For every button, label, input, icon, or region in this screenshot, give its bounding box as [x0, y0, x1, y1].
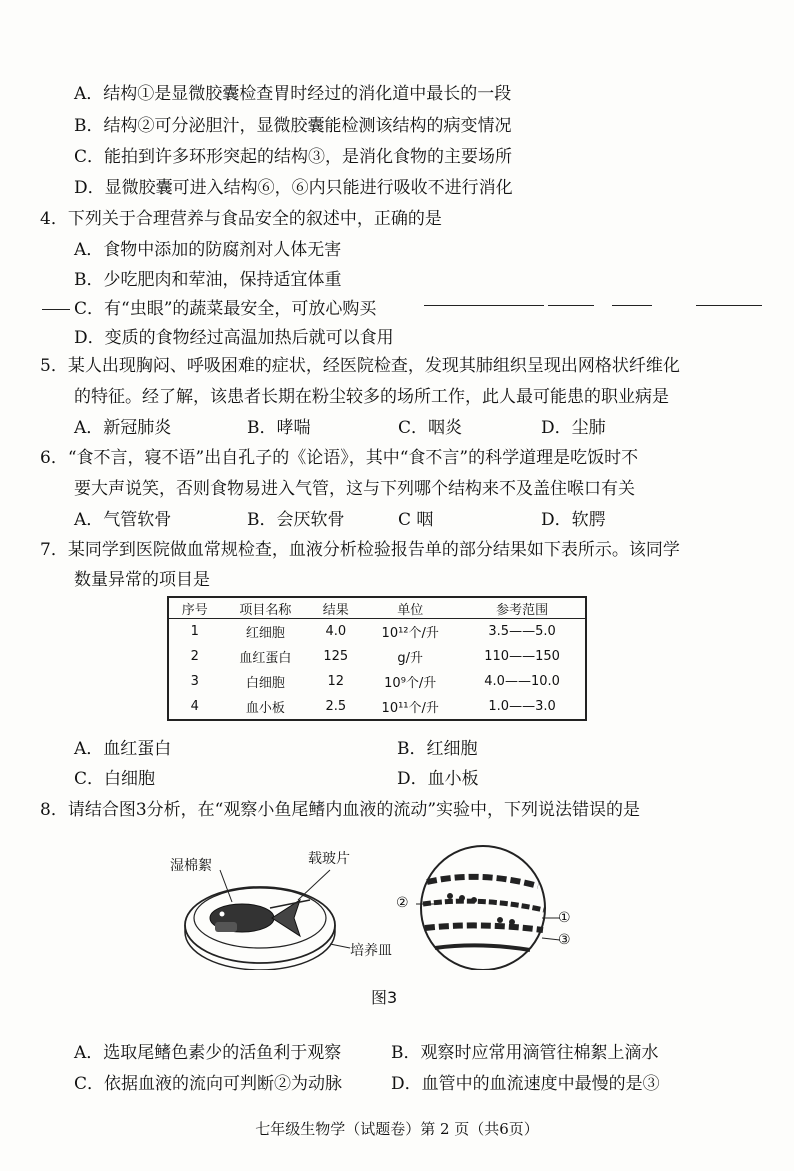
- table-row: [168, 619, 586, 645]
- table-cell: 3: [190, 674, 199, 689]
- table-row: [168, 669, 586, 694]
- q4-option-d: D．变质的食物经过高温加热后就可以食用: [74, 328, 394, 348]
- table-header: 项目名称: [220, 597, 310, 619]
- q4-option-c: C．有“虫眼”的蔬菜最安全，可放心购买: [74, 299, 377, 319]
- q5-stem-line2: 的特征。经了解，该患者长期在粉尘较多的场所工作，此人最可能患的职业病是: [74, 387, 669, 407]
- table-header: 结果: [310, 597, 361, 619]
- q5-option-c: C．咽炎: [398, 418, 463, 438]
- q6-stem-line2: 要大声说笑，否则食物易进入气管，这与下列哪个结构来不及盖住喉口有关: [74, 479, 635, 499]
- q4-option-a: A．食物中添加的防腐剂对人体无害: [74, 240, 342, 260]
- table-header: 参考范围: [459, 597, 586, 619]
- table-cell: 白细胞: [245, 676, 285, 691]
- table-cell: 红细胞: [245, 626, 285, 641]
- table-cell: 10⁹个/升: [384, 676, 437, 691]
- q5-stem-line1: 5．某人出现胸闷、呼吸困难的症状，经医院检查，发现其肺组织呈现出网格状纤维化: [40, 356, 680, 376]
- q6-option-b: B．会厌软骨: [247, 510, 345, 530]
- label-1: ①: [558, 910, 571, 926]
- table-cell: 4.0——10.0: [484, 674, 560, 689]
- q7-stem-line2: 数量异常的项目是: [74, 570, 210, 590]
- table-header: 单位: [361, 597, 459, 619]
- q3-option-c: C．能拍到许多环形突起的结构③，是消化食物的主要场所: [74, 147, 513, 167]
- fold-line-left: [42, 309, 70, 310]
- q5-option-b: B．哮喘: [247, 418, 311, 438]
- page-footer: 七年级生物学（试题卷）第 2 页（共6页）: [255, 1120, 539, 1138]
- fold-line-mid: [424, 305, 544, 306]
- q6-stem-line1: 6．“食不言，寝不语”出自孔子的《论语》，其中“食不言”的科学道理是吃饭时不: [40, 448, 639, 468]
- q7-option-c: C．白细胞: [74, 769, 156, 789]
- q4-stem: 4．下列关于合理营养与食品安全的叙述中，正确的是: [40, 209, 442, 229]
- q3-option-d: D．显微胶囊可进入结构⑥，⑥内只能进行吸收不进行消化: [74, 178, 513, 198]
- blood-test-table: [167, 596, 587, 721]
- table-cell: g/升: [397, 651, 424, 666]
- q8-option-a: A．选取尾鳍色素少的活鱼利于观察: [74, 1043, 342, 1063]
- table-row: [168, 644, 586, 669]
- q3-option-b: B．结构②可分泌胆汁，显微胶囊能检测该结构的病变情况: [74, 116, 512, 136]
- label-wet-cotton: 湿棉絮: [170, 858, 212, 874]
- label-2: ②: [396, 895, 409, 911]
- q8-option-c: C．依据血液的流向可判断②为动脉: [74, 1074, 343, 1094]
- q3-option-a: A．结构①是显微胶囊检查胃时经过的消化道中最长的一段: [74, 84, 512, 104]
- q5-option-d: D．尘肺: [541, 418, 606, 438]
- table-cell: 2: [190, 649, 199, 664]
- table-cell: 10¹¹个/升: [381, 701, 439, 716]
- q6-option-a: A．气管软骨: [74, 510, 172, 530]
- q8-option-d: D．血管中的血流速度中最慢的是③: [391, 1074, 660, 1094]
- table-cell: 4.0: [325, 624, 347, 639]
- table-header-row: [168, 597, 586, 619]
- label-dish: 培养皿: [350, 943, 392, 959]
- label-slide: 载玻片: [308, 851, 350, 867]
- magnified-view-drawing: [421, 846, 545, 970]
- table-header: 序号: [168, 597, 220, 619]
- table-cell: 2.5: [325, 699, 347, 714]
- fold-line-mid3: [612, 305, 652, 306]
- q6-option-c: C 咽: [398, 510, 434, 530]
- q8-option-b: B．观察时应常用滴管往棉絮上滴水: [391, 1043, 659, 1063]
- q7-option-d: D．血小板: [397, 769, 479, 789]
- table-cell: 1.0——3.0: [488, 699, 556, 714]
- fold-line-right: [696, 305, 762, 306]
- table-cell: 12: [327, 674, 345, 689]
- table-cell: 1: [190, 624, 199, 639]
- table-cell: 3.5——5.0: [488, 624, 556, 639]
- q6-option-d: D．软腭: [541, 510, 606, 530]
- table-cell: 血红蛋白: [239, 651, 292, 666]
- figure-caption: 图3: [371, 988, 398, 1007]
- q7-option-a: A．血红蛋白: [74, 739, 172, 759]
- table-cell: 4: [190, 699, 199, 714]
- table-cell: 125: [323, 649, 349, 664]
- table-cell: 10¹²个/升: [381, 626, 439, 641]
- label-3: ③: [558, 932, 571, 948]
- table-cell: 血小板: [245, 701, 285, 716]
- q7-stem-line1: 7．某同学到医院做血常规检查，血液分析检验报告单的部分结果如下表所示。该同学: [40, 540, 680, 560]
- q4-option-b: B．少吃肥肉和荤油，保持适宜体重: [74, 270, 342, 290]
- q8-stem: 8．请结合图3分析，在“观察小鱼尾鳍内血液的流动”实验中，下列说法错误的是: [40, 800, 641, 820]
- q5-option-a: A．新冠肺炎: [74, 418, 172, 438]
- q7-option-b: B．红细胞: [397, 739, 478, 759]
- table-cell: 110——150: [484, 649, 560, 664]
- table-row: [168, 694, 586, 720]
- fold-line-mid2: [548, 305, 594, 306]
